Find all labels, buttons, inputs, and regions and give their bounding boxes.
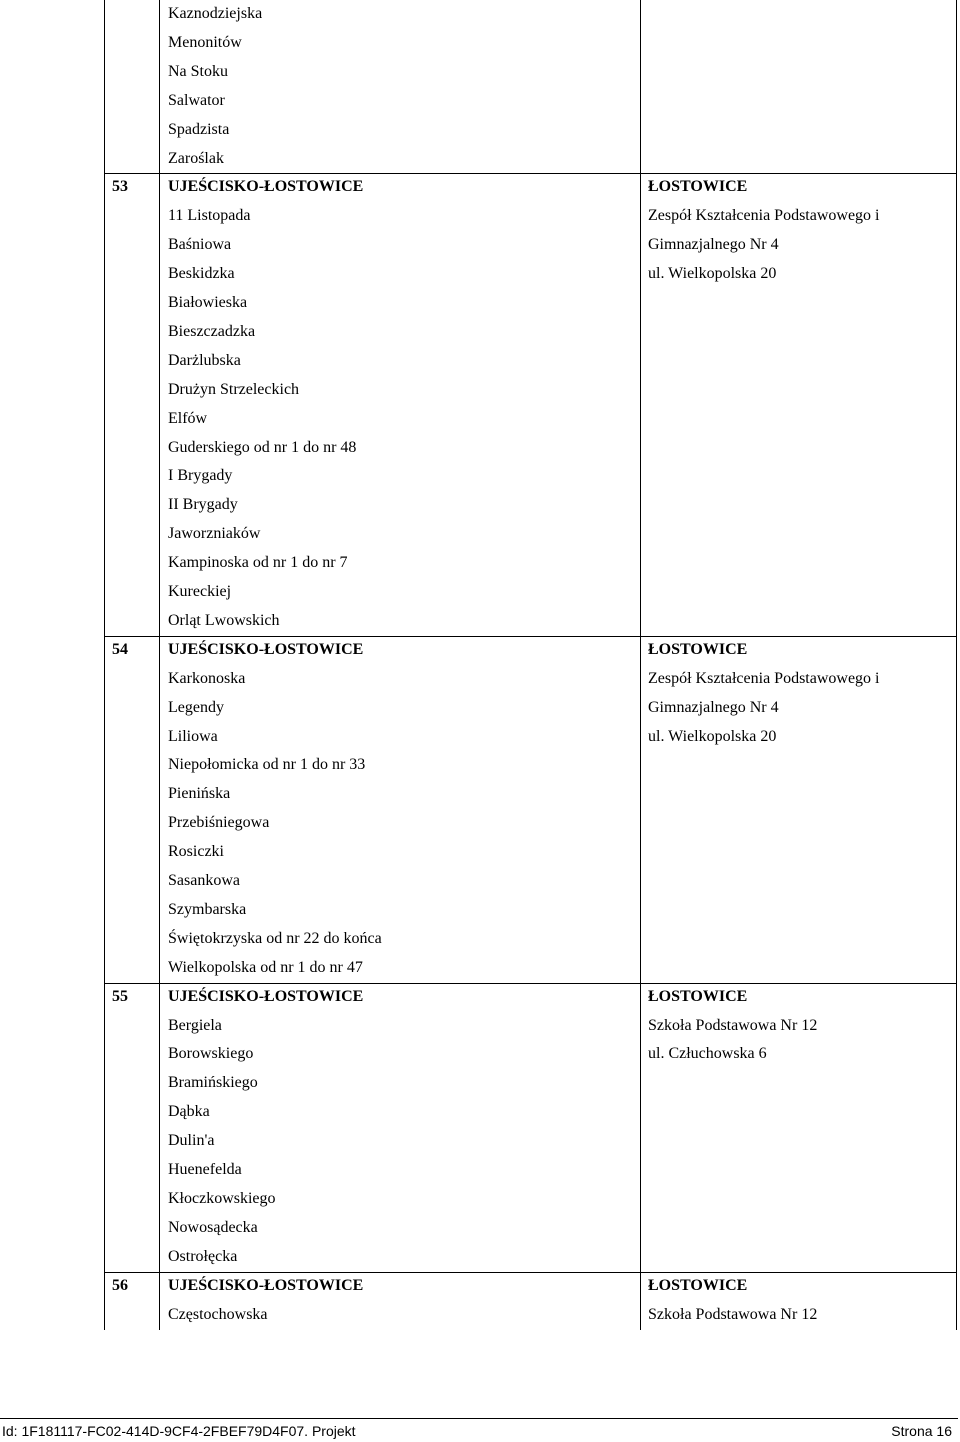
district-name: UJEŚCISKO-ŁOSTOWICE bbox=[168, 1276, 364, 1294]
street-name: Niepołomicka od nr 1 do nr 33 bbox=[168, 756, 366, 774]
street-name: Karkonoska bbox=[168, 669, 246, 687]
street-name: Przebiśniegowa bbox=[168, 814, 270, 832]
polling-station-address: ul. Człuchowska 6 bbox=[648, 1045, 767, 1063]
footer-page-number: Strona 16 bbox=[891, 1423, 952, 1439]
street-name: Borowskiego bbox=[168, 1045, 254, 1063]
street-name: Pienińska bbox=[168, 785, 231, 803]
district-number: 54 bbox=[112, 640, 128, 658]
street-name: Jaworzniaków bbox=[168, 525, 261, 543]
street-name: Huenefelda bbox=[168, 1161, 242, 1178]
street-name: Legendy bbox=[168, 698, 224, 716]
street-name: Szymbarska bbox=[168, 900, 247, 918]
street-name: Beskidzka bbox=[168, 265, 235, 283]
street-name: Nowosądecka bbox=[168, 1218, 258, 1236]
street-name: Kureckiej bbox=[168, 583, 232, 600]
street-name: Bieszczadzka bbox=[168, 322, 256, 340]
polling-area-name: ŁOSTOWICE bbox=[648, 987, 748, 1005]
street-name: Zaroślak bbox=[168, 149, 224, 167]
street-name: Na Stoku bbox=[168, 62, 228, 80]
district-number: 55 bbox=[112, 987, 128, 1005]
street-name: Kampinoska od nr 1 do nr 7 bbox=[168, 554, 348, 572]
street-name: Spadzista bbox=[168, 120, 230, 138]
street-name: Białowieska bbox=[168, 294, 248, 311]
street-name: Dąbka bbox=[168, 1103, 210, 1121]
section-rule bbox=[104, 983, 957, 984]
street-name: Sasankowa bbox=[168, 872, 240, 889]
street-name: Wielkopolska od nr 1 do nr 47 bbox=[168, 958, 363, 976]
street-name: Elfów bbox=[168, 409, 208, 427]
footer-rule bbox=[0, 1418, 958, 1419]
district-name: UJEŚCISKO-ŁOSTOWICE bbox=[168, 987, 364, 1005]
street-name: Bramińskiego bbox=[168, 1074, 258, 1092]
street-name: Darżlubska bbox=[168, 351, 241, 369]
street-name: Drużyn Strzeleckich bbox=[168, 380, 300, 398]
polling-area-name: ŁOSTOWICE bbox=[648, 178, 748, 196]
footer-document-id: Id: 1F181117-FC02-414D-9CF4-2FBEF79D4F07. Projekt bbox=[2, 1423, 356, 1439]
district-number: 56 bbox=[112, 1276, 128, 1294]
district-name: UJEŚCISKO-ŁOSTOWICE bbox=[168, 178, 364, 196]
polling-station-address: Gimnazjalnego Nr 4 bbox=[648, 236, 779, 254]
street-name: Orląt Lwowskich bbox=[168, 611, 280, 629]
street-name: Ostrołęcka bbox=[168, 1247, 238, 1265]
street-name: II Brygady bbox=[168, 496, 238, 514]
section-rule bbox=[104, 1272, 957, 1273]
district-number: 53 bbox=[112, 178, 128, 196]
polling-station-address: Zespół Kształcenia Podstawowego i bbox=[648, 669, 880, 687]
street-name: Rosiczki bbox=[168, 843, 224, 861]
polling-area-name: ŁOSTOWICE bbox=[648, 1276, 748, 1294]
polling-station-address: ul. Wielkopolska 20 bbox=[648, 265, 777, 283]
polling-station-address: Szkoła Podstawowa Nr 12 bbox=[648, 1305, 818, 1323]
street-name: Częstochowska bbox=[168, 1305, 268, 1323]
street-name: I Brygady bbox=[168, 467, 233, 485]
street-name: Guderskiego od nr 1 do nr 48 bbox=[168, 438, 357, 456]
polling-station-address: Gimnazjalnego Nr 4 bbox=[648, 698, 779, 716]
street-name: Dulin'a bbox=[168, 1132, 215, 1150]
section-rule bbox=[104, 173, 957, 174]
column-rule bbox=[956, 0, 957, 1330]
street-name: Kłoczkowskiego bbox=[168, 1189, 276, 1207]
section-rule bbox=[104, 636, 957, 637]
polling-station-address: ul. Wielkopolska 20 bbox=[648, 727, 777, 745]
column-rule bbox=[104, 0, 105, 1330]
street-name: Menonitów bbox=[168, 33, 242, 51]
polling-station-address: Szkoła Podstawowa Nr 12 bbox=[648, 1016, 818, 1034]
street-name: Baśniowa bbox=[168, 236, 232, 254]
street-name: 11 Listopada bbox=[168, 207, 251, 225]
street-name: Salwator bbox=[168, 91, 225, 109]
street-name: Bergiela bbox=[168, 1016, 222, 1034]
street-name: Kaznodziejska bbox=[168, 5, 263, 22]
column-rule bbox=[159, 0, 160, 1330]
polling-station-address: Zespół Kształcenia Podstawowego i bbox=[648, 207, 880, 225]
column-rule bbox=[640, 0, 641, 1330]
street-name: Świętokrzyska od nr 22 do końca bbox=[168, 929, 382, 947]
polling-area-name: ŁOSTOWICE bbox=[648, 640, 748, 658]
street-name: Liliowa bbox=[168, 727, 218, 745]
district-name: UJEŚCISKO-ŁOSTOWICE bbox=[168, 640, 364, 658]
